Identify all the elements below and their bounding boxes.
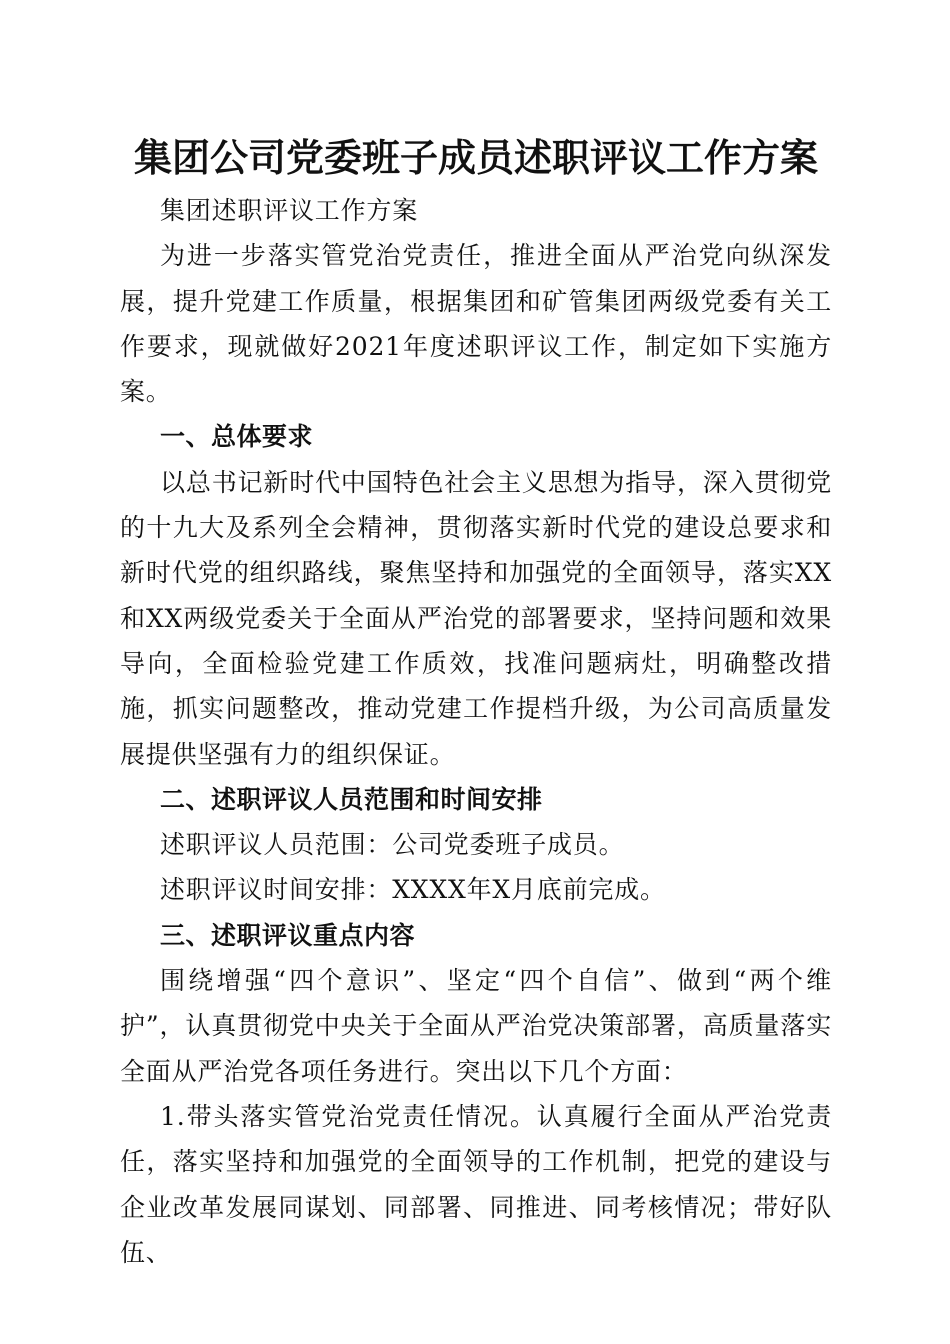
section-3-paragraph: 围绕增强“四个意识”、坚定“四个自信”、做到“两个维护”，认真贯彻党中央关于全面从严治党决策部署，高质量落实全面从严治党各项任务进行。突出以下几个方面：	[120, 966, 832, 1086]
intro-paragraph: 为进一步落实管党治党责任，推进全面从严治党向纵深发展，提升党建工作质量，根据集团和矿管集团两级党委有关工作要求，现就做好2021年度述职评议工作，制定如下实施方案。	[120, 241, 832, 407]
section-2-time: 述职评议时间安排：XXXX年X月底前完成。	[160, 875, 666, 905]
document-body	[120, 188, 832, 1275]
document-subtitle: 集团述职评议工作方案	[160, 196, 419, 225]
item-1-paragraph: 1.带头落实管党治党责任情况。认真履行全面从严治党责任，落实坚持和加强党的全面领导的工作机制，把党的建设与企业改革发展同谋划、同部署、同推进、同考核情况；带好队伍、	[120, 1101, 832, 1267]
section-2-scope: 述职评议人员范围：公司党委班子成员。	[160, 830, 625, 860]
section-heading-2: 二、述职评议人员范围和时间安排	[160, 784, 543, 814]
section-heading-1: 一、总体要求	[160, 422, 314, 452]
document-title: 集团公司党委班子成员述职评议工作方案	[133, 135, 818, 180]
section-heading-3: 三、述职评议重点内容	[160, 920, 416, 950]
section-1-paragraph: 以总书记新时代中国特色社会主义思想为指导，深入贯彻党的十九大及系列全会精神，贯彻落实新时代党的建设总要求和新时代党的组织路线，聚焦坚持和加强党的全面领导，落实XX和XX两级党委关于全面从严治党的部署要求，坚持问题和效果导向，全面检验党建工作质效，找准问题病灶，明确整改措施，抓实问题整改，推动党建工作提档升级，为公司高质量发展提供坚强有力的组织保证。	[120, 467, 832, 769]
